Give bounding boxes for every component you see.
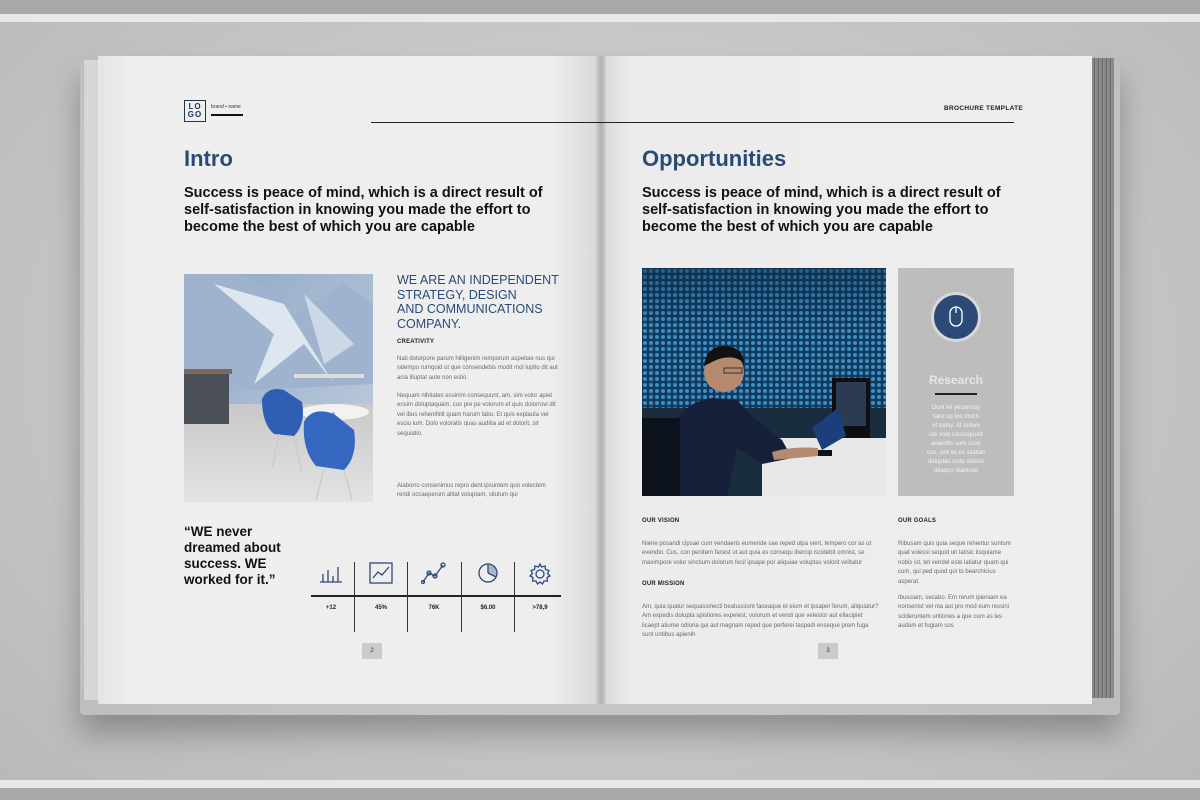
left-page [98, 56, 600, 704]
stat-item [311, 562, 351, 611]
brochure-header: BROCHURE TEMPLATE [944, 105, 1024, 112]
body-paragraph: Alaborro consenimus repro dent ipsuntem quo volectem rendi occaeperum alitat voluptam, situtum qui [397, 483, 546, 499]
trend-line-icon [421, 562, 447, 584]
goals-label: OUR GOALS [898, 518, 937, 524]
stat-value: 45% [374, 605, 387, 611]
heading-line: AND COMMUNICATIONS [397, 302, 543, 316]
research-line: aniandis sum solor [930, 441, 982, 447]
stat-item [466, 562, 510, 611]
stats-divider [514, 562, 515, 632]
right-page [600, 56, 1092, 704]
quote-line: success. WE [184, 556, 267, 571]
research-title: Research [928, 373, 984, 387]
lead-text: Success is peace of mind, which is a direct result of self-satisfaction in knowing you made the effort to become the best of which you are capable [184, 185, 543, 235]
quote-line: worked for it.” [184, 572, 276, 587]
right-page-edges [1092, 58, 1114, 698]
stat-item [412, 562, 456, 611]
goals-text: Ibusciam, secabo. Em rerum ipieniam ea nonsenist vel ma aut pro mod eum ressini scideruntem untiones a que cum as les audam et fugiam sos [898, 595, 1010, 630]
body-paragraph: Nequam nihitates essinim consequunt, am, sim volor apiet ensim doluptaquam, cus pre pe volorum et quis dolorrovi dit vel ibus rehenihilit quam harum labo. Et quis explauta vel escio ium. Dolo voloratis quas auditia ad et dolorit, sit sequiatio. [397, 393, 556, 437]
research-line: Dont let yesterday [931, 405, 981, 411]
research-line: cus, sint as ex sitatias [926, 450, 986, 456]
stats-divider [407, 562, 408, 632]
research-card [898, 268, 1014, 496]
stat-item [359, 562, 403, 611]
stat-value: +12 [325, 605, 337, 611]
bottom-band-light [0, 780, 1200, 788]
stats-divider [461, 562, 462, 632]
mouse-icon [934, 295, 978, 339]
page-title-text: Opportunities [642, 146, 787, 171]
company-heading [397, 273, 567, 331]
quote-line: dreamed about [184, 540, 281, 555]
research-line: ditaquo diamusd [933, 468, 979, 474]
top-band-light [0, 14, 1200, 22]
book-spine [596, 56, 606, 704]
research-line: doluptas sinte deleris [927, 459, 985, 465]
lead-text: Success is peace of mind, which is a direct result of self-satisfaction in knowing you made the effort to become the best of which you are capable [642, 185, 1001, 235]
header-rule [371, 122, 1014, 123]
logo-text: LO GO [187, 102, 203, 119]
quote-line: “WE never [184, 524, 253, 539]
vision-text: Niene posandi cipsae cum vendaeris eumende sae reped ulpa vent, tempero cor as ut evendio. Cus, con penitem facest ut aut quia es consequ ibercip iscidebit omnist, se maximpore volor sinctium dolorum fecil ipsape por aliquiae voluptas volorit velitatur [642, 541, 872, 566]
page-title: Intro [184, 146, 233, 171]
goals-text: Ribusam quis quia seque rehentur suntum quat volessi sequid un latisic iisquiame nobis ist, tet vendel este latiatur quam qui cum, qui ped quod qui to bearchicius asperat. [898, 541, 1011, 585]
stat-item [518, 562, 562, 611]
page-number: 2 [362, 643, 382, 659]
stat-value: $6.00 [480, 605, 496, 611]
office-photo [184, 274, 373, 502]
quote [184, 524, 304, 588]
heading-line: WE ARE AN INDEPENDENT [397, 273, 559, 287]
gear-icon [528, 562, 552, 586]
top-band [0, 0, 1200, 14]
mission-text: Am, quia quatur sequassinecti beatusciunt faceaque et eium et ipsaper ferum, aliquiatur? Am expedis dolupta spistiores expelest, volorum et vendi que velestor aut ellacipiet licaept atiume odioria qui aut magnam reped que perferei taspedi enseque prem fuga sunt untibus apienih [642, 604, 879, 639]
vision-label: OUR VISION [642, 518, 680, 524]
stat-value: 76K [428, 605, 440, 611]
page-title [642, 146, 786, 172]
line-chart-icon [369, 562, 393, 584]
left-page-edges [84, 60, 98, 700]
research-text [904, 404, 1008, 476]
stats-divider [354, 562, 355, 632]
pie-chart-icon [476, 562, 500, 584]
brand-name: brand • name [211, 104, 241, 110]
bottom-band [0, 788, 1200, 800]
page-number: 3 [818, 643, 838, 659]
research-line: ute volo consequunt [929, 432, 983, 438]
mission-label: OUR MISSION [642, 581, 685, 587]
research-line: take up too much [932, 414, 980, 420]
stats-row [311, 562, 561, 632]
heading-line: STRATEGY, DESIGN [397, 287, 517, 302]
stat-value: >78,9 [532, 605, 548, 611]
heading-line: COMPANY. [397, 316, 462, 331]
body-paragraph: Nati dotorpore parum hilligenim remporum aspeitae nus qui ratempo rumquid ut que consendebis modit mol luptio dit aut acia illuptat aute non estio. [397, 356, 558, 381]
bar-chart-icon [318, 562, 344, 584]
logo [184, 100, 206, 122]
section-label: CREATIVITY [397, 339, 435, 345]
brand-underline [211, 114, 243, 116]
research-rule [935, 393, 977, 395]
research-circle [931, 292, 981, 342]
worker-photo [642, 268, 886, 496]
research-line: of today. At autem [932, 423, 980, 429]
